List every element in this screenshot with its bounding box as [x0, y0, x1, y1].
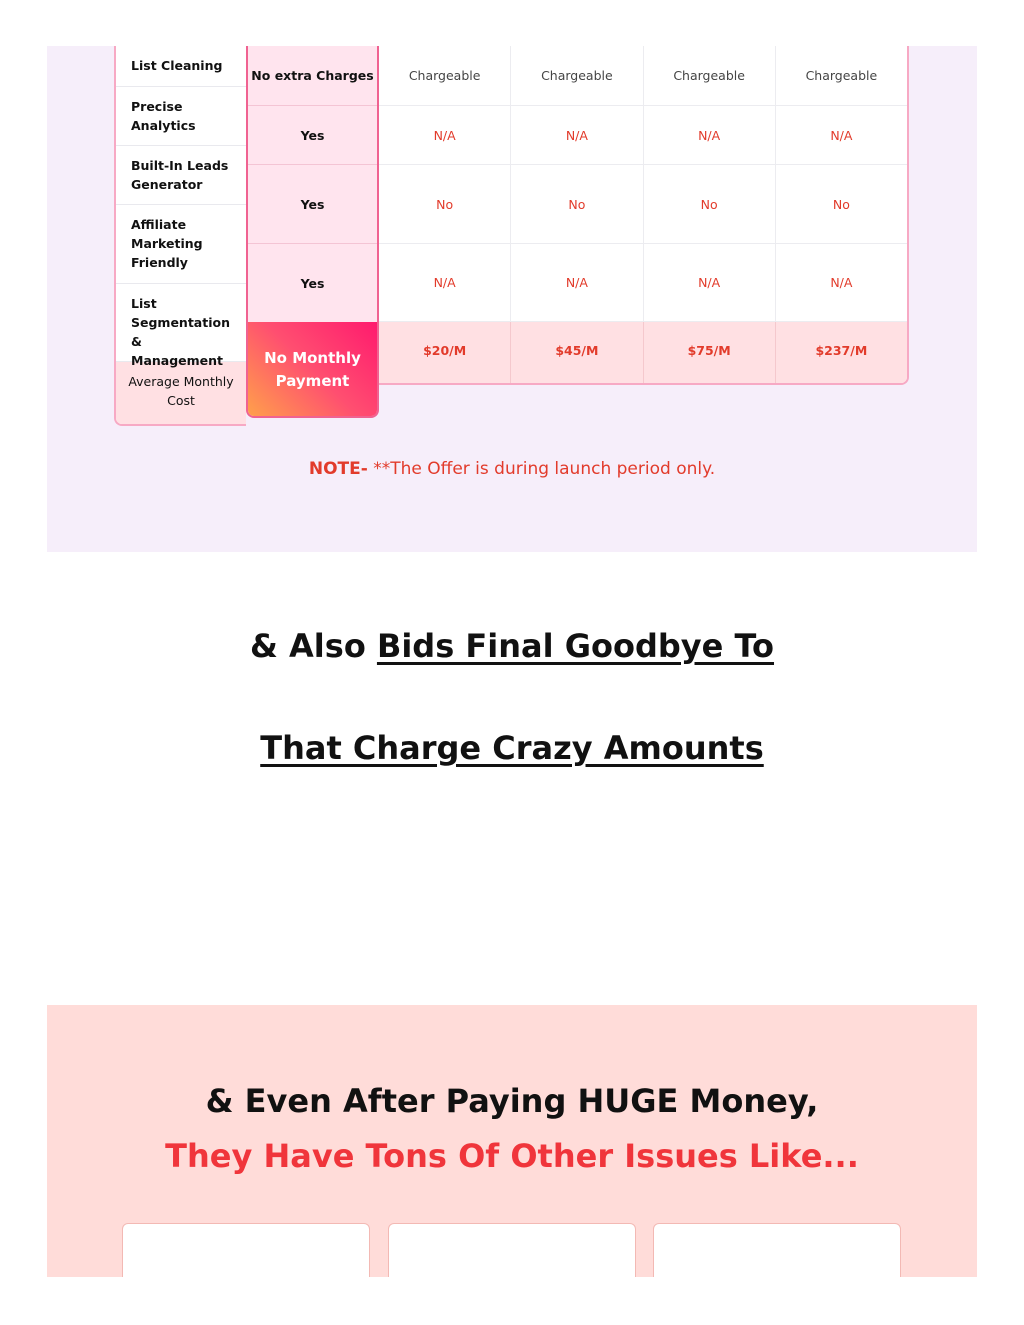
feature-label: List Cleaning: [116, 46, 246, 87]
price-row: [379, 322, 907, 383]
table-row: [379, 46, 907, 106]
our-value: Yes: [248, 106, 377, 165]
issue-card: [653, 1223, 901, 1277]
issue-card: [388, 1223, 636, 1277]
table-row: [379, 165, 907, 244]
note-label: NOTE-: [308, 459, 368, 479]
table-row: [379, 106, 907, 165]
issue-card: [122, 1223, 370, 1277]
competitor-value: N/A: [379, 106, 511, 164]
competitor-value: No: [511, 165, 643, 243]
feature-label: Built-In Leads Generator: [116, 146, 246, 205]
goodbye-heading: [0, 626, 1024, 666]
competitor-value: N/A: [511, 106, 643, 164]
feature-label: Affiliate Marketing Friendly: [116, 205, 246, 284]
average-monthly-cost-label: Average Monthly Cost: [116, 362, 246, 424]
issues-heading: & Even After Paying HUGE Money,: [205, 1082, 819, 1120]
our-price: No Monthly Payment: [248, 322, 377, 418]
competitor-price: $45/M: [511, 322, 643, 383]
launch-note: [0, 459, 1024, 479]
goodbye-underlined: Bids Final Goodbye To: [376, 627, 775, 665]
competitor-value: Chargeable: [511, 46, 643, 105]
goodbye-prefix: & Also: [249, 627, 377, 665]
feature-label: Precise Analytics: [116, 87, 246, 146]
issues-subheading: They Have Tons Of Other Issues Like...: [165, 1137, 859, 1175]
competitor-value: N/A: [644, 244, 776, 321]
our-value: No extra Charges: [248, 46, 377, 106]
our-value: Yes: [300, 275, 325, 291]
competitor-price: $20/M: [379, 322, 511, 383]
competitor-price: $75/M: [644, 322, 776, 383]
note-text: **The Offer is during launch period only.: [373, 459, 716, 479]
competitor-price: $237/M: [815, 343, 868, 358]
competitor-value: N/A: [830, 275, 853, 290]
competitor-value: Chargeable: [805, 68, 878, 83]
competitor-value: No: [832, 196, 850, 212]
competitor-value: No: [379, 165, 511, 243]
competitor-value: N/A: [644, 106, 776, 164]
goodbye-subheading: [0, 728, 1024, 768]
competitor-value: Chargeable: [644, 46, 776, 105]
competitor-value: N/A: [830, 127, 853, 143]
feature-label: List Segmentation & Management: [116, 284, 246, 362]
competitor-value: No: [644, 165, 776, 243]
our-value: Yes: [248, 165, 377, 244]
competitor-grid: [379, 46, 909, 385]
competitor-value: N/A: [379, 244, 511, 321]
competitor-value: Chargeable: [379, 46, 511, 105]
issues-section: [47, 1005, 977, 1277]
goodbye-line2: That Charge Crazy Amounts: [260, 729, 764, 767]
feature-column: [114, 46, 246, 426]
our-product-column: [246, 46, 379, 418]
competitor-value: N/A: [511, 244, 643, 321]
table-row: [379, 244, 907, 322]
